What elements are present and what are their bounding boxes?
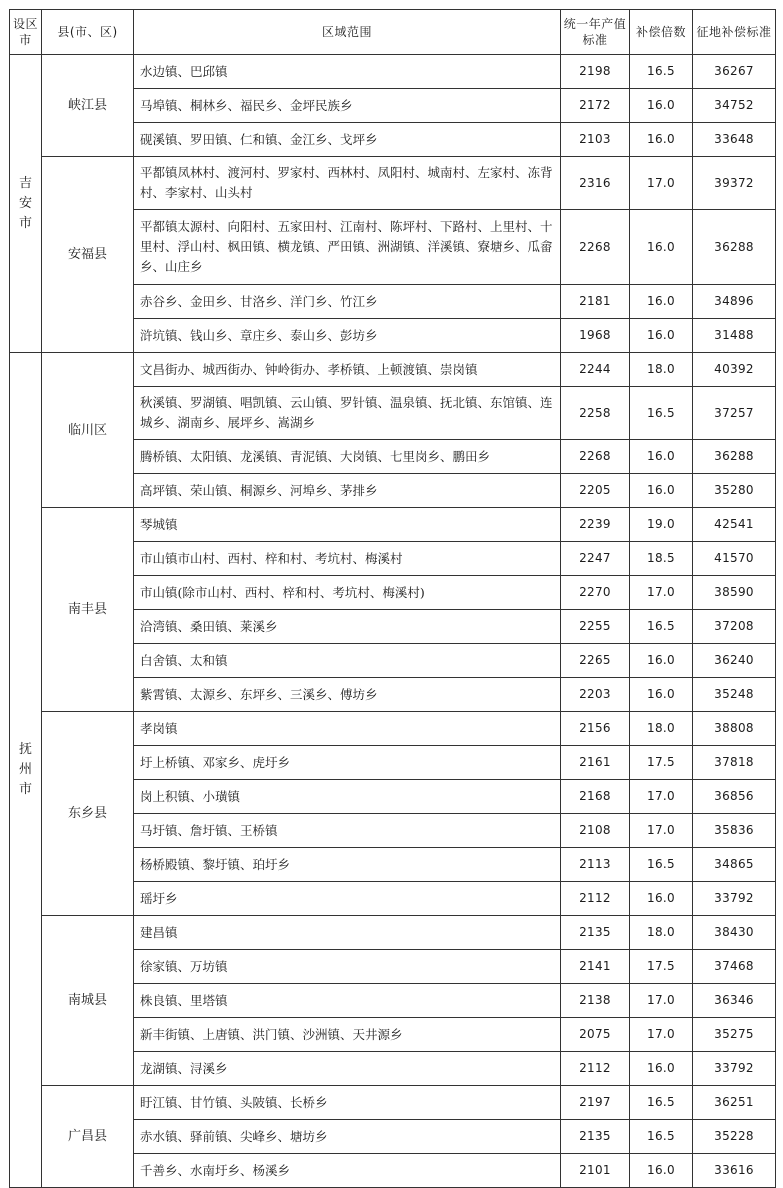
- compensation-multiple-cell: 17.0: [630, 780, 693, 814]
- annual-output-value-cell: 2135: [561, 916, 630, 950]
- region-cell: 文昌街办、城西街办、钟岭街办、孝桥镇、上顿渡镇、崇岗镇: [134, 353, 561, 387]
- compensation-standard-cell: 37468: [693, 950, 776, 984]
- compensation-multiple-cell: 18.5: [630, 542, 693, 576]
- compensation-standard-table-document: [9, 9, 775, 1188]
- region-cell: 杨桥殿镇、黎圩镇、珀圩乡: [134, 848, 561, 882]
- region-cell: 平都镇凤林村、渡河村、罗家村、西林村、凤阳村、城南村、左家村、冻背村、李家村、山头村: [134, 157, 561, 210]
- compensation-multiple-cell: 18.0: [630, 712, 693, 746]
- compensation-multiple-cell: 16.5: [630, 55, 693, 89]
- compensation-standard-cell: 33616: [693, 1154, 776, 1188]
- region-cell: 徐家镇、万坊镇: [134, 950, 561, 984]
- compensation-multiple-cell: 16.0: [630, 123, 693, 157]
- region-cell: 盱江镇、甘竹镇、头陂镇、长桥乡: [134, 1086, 561, 1120]
- region-cell: 浒坑镇、钱山乡、章庄乡、泰山乡、彭坊乡: [134, 319, 561, 353]
- annual-output-value-cell: 2203: [561, 678, 630, 712]
- header-region: 区域范围: [134, 10, 561, 55]
- region-cell: 龙湖镇、浔溪乡: [134, 1052, 561, 1086]
- header-compensation-standard: 征地补偿标准: [693, 10, 776, 55]
- annual-output-value-cell: 2268: [561, 210, 630, 285]
- compensation-standard-cell: 41570: [693, 542, 776, 576]
- annual-output-value-cell: 2255: [561, 610, 630, 644]
- compensation-standard-cell: 36856: [693, 780, 776, 814]
- region-cell: 市山镇市山村、西村、梓和村、考坑村、梅溪村: [134, 542, 561, 576]
- compensation-multiple-cell: 17.5: [630, 746, 693, 780]
- annual-output-value-cell: 1968: [561, 319, 630, 353]
- header-county: 县(市、区): [42, 10, 134, 55]
- table-row: [10, 157, 776, 210]
- table-row: [10, 508, 776, 542]
- compensation-standard-cell: 35228: [693, 1120, 776, 1154]
- compensation-multiple-cell: 16.0: [630, 1052, 693, 1086]
- header-city: 设区市: [10, 10, 42, 55]
- compensation-multiple-cell: 16.0: [630, 882, 693, 916]
- compensation-multiple-cell: 16.5: [630, 1086, 693, 1120]
- table-row: [10, 353, 776, 387]
- annual-output-value-cell: 2268: [561, 440, 630, 474]
- region-cell: 新丰街镇、上唐镇、洪门镇、沙洲镇、天井源乡: [134, 1018, 561, 1052]
- compensation-standard-cell: 36288: [693, 210, 776, 285]
- annual-output-value-cell: 2108: [561, 814, 630, 848]
- annual-output-value-cell: 2265: [561, 644, 630, 678]
- compensation-multiple-cell: 19.0: [630, 508, 693, 542]
- region-cell: 岗上积镇、小璜镇: [134, 780, 561, 814]
- annual-output-value-cell: 2181: [561, 285, 630, 319]
- region-cell: 紫霄镇、太源乡、东坪乡、三溪乡、傅坊乡: [134, 678, 561, 712]
- annual-output-value-cell: 2156: [561, 712, 630, 746]
- annual-output-value-cell: 2197: [561, 1086, 630, 1120]
- annual-output-value-cell: 2161: [561, 746, 630, 780]
- compensation-table: [9, 9, 776, 1188]
- county-name: 南城县: [42, 916, 134, 1086]
- compensation-standard-cell: 37818: [693, 746, 776, 780]
- compensation-standard-cell: 35248: [693, 678, 776, 712]
- annual-output-value-cell: 2258: [561, 387, 630, 440]
- compensation-multiple-cell: 16.5: [630, 387, 693, 440]
- annual-output-value-cell: 2075: [561, 1018, 630, 1052]
- compensation-multiple-cell: 18.0: [630, 353, 693, 387]
- region-cell: 马埠镇、桐林乡、福民乡、金坪民族乡: [134, 89, 561, 123]
- annual-output-value-cell: 2138: [561, 984, 630, 1018]
- region-cell: 秋溪镇、罗湖镇、唱凯镇、云山镇、罗针镇、温泉镇、抚北镇、东馆镇、连城乡、湖南乡、展坪乡、嵩湖乡: [134, 387, 561, 440]
- compensation-standard-cell: 42541: [693, 508, 776, 542]
- compensation-multiple-cell: 17.0: [630, 576, 693, 610]
- compensation-standard-cell: 35836: [693, 814, 776, 848]
- annual-output-value-cell: 2172: [561, 89, 630, 123]
- annual-output-value-cell: 2198: [561, 55, 630, 89]
- table-header-row: [10, 10, 776, 55]
- annual-output-value-cell: 2135: [561, 1120, 630, 1154]
- region-cell: 孝岗镇: [134, 712, 561, 746]
- compensation-standard-cell: 35275: [693, 1018, 776, 1052]
- annual-output-value-cell: 2270: [561, 576, 630, 610]
- header-compensation-multiple: 补偿倍数: [630, 10, 693, 55]
- compensation-multiple-cell: 16.0: [630, 319, 693, 353]
- county-name: 峡江县: [42, 55, 134, 157]
- region-cell: 瑶圩乡: [134, 882, 561, 916]
- compensation-multiple-cell: 17.0: [630, 1018, 693, 1052]
- annual-output-value-cell: 2205: [561, 474, 630, 508]
- compensation-standard-cell: 36240: [693, 644, 776, 678]
- compensation-standard-cell: 36346: [693, 984, 776, 1018]
- compensation-standard-cell: 36267: [693, 55, 776, 89]
- annual-output-value-cell: 2244: [561, 353, 630, 387]
- county-name: 临川区: [42, 353, 134, 508]
- annual-output-value-cell: 2101: [561, 1154, 630, 1188]
- compensation-multiple-cell: 16.5: [630, 848, 693, 882]
- city-cell: [10, 353, 42, 1188]
- county-name: 东乡县: [42, 712, 134, 916]
- compensation-multiple-cell: 17.0: [630, 157, 693, 210]
- compensation-standard-cell: 34865: [693, 848, 776, 882]
- compensation-standard-cell: 37257: [693, 387, 776, 440]
- compensation-multiple-cell: 16.0: [630, 644, 693, 678]
- city-name: 吉安市: [19, 175, 33, 231]
- annual-output-value-cell: 2113: [561, 848, 630, 882]
- region-cell: 马圩镇、詹圩镇、王桥镇: [134, 814, 561, 848]
- annual-output-value-cell: 2239: [561, 508, 630, 542]
- region-cell: 水边镇、巴邱镇: [134, 55, 561, 89]
- compensation-multiple-cell: 16.5: [630, 1120, 693, 1154]
- compensation-multiple-cell: 16.0: [630, 678, 693, 712]
- region-cell: 赤水镇、驿前镇、尖峰乡、塘坊乡: [134, 1120, 561, 1154]
- compensation-standard-cell: 33648: [693, 123, 776, 157]
- compensation-multiple-cell: 16.0: [630, 285, 693, 319]
- region-cell: 赤谷乡、金田乡、甘洛乡、洋门乡、竹江乡: [134, 285, 561, 319]
- table-body: [10, 55, 776, 1188]
- region-cell: 市山镇(除市山村、西村、梓和村、考坑村、梅溪村): [134, 576, 561, 610]
- region-cell: 洽湾镇、桑田镇、莱溪乡: [134, 610, 561, 644]
- region-cell: 圩上桥镇、邓家乡、虎圩乡: [134, 746, 561, 780]
- annual-output-value-cell: 2316: [561, 157, 630, 210]
- compensation-multiple-cell: 18.0: [630, 916, 693, 950]
- compensation-multiple-cell: 16.0: [630, 440, 693, 474]
- region-cell: 高坪镇、荣山镇、桐源乡、河埠乡、茅排乡: [134, 474, 561, 508]
- compensation-standard-cell: 38808: [693, 712, 776, 746]
- compensation-standard-cell: 34896: [693, 285, 776, 319]
- compensation-standard-cell: 33792: [693, 1052, 776, 1086]
- compensation-standard-cell: 37208: [693, 610, 776, 644]
- annual-output-value-cell: 2103: [561, 123, 630, 157]
- compensation-standard-cell: 34752: [693, 89, 776, 123]
- region-cell: 建昌镇: [134, 916, 561, 950]
- header-annual-output-value: 统一年产值标准: [561, 10, 630, 55]
- compensation-standard-cell: 31488: [693, 319, 776, 353]
- region-cell: 琴城镇: [134, 508, 561, 542]
- table-row: [10, 55, 776, 89]
- compensation-multiple-cell: 16.0: [630, 474, 693, 508]
- county-name: 广昌县: [42, 1086, 134, 1188]
- compensation-standard-cell: 36288: [693, 440, 776, 474]
- compensation-multiple-cell: 16.0: [630, 89, 693, 123]
- table-row: [10, 916, 776, 950]
- compensation-standard-cell: 39372: [693, 157, 776, 210]
- annual-output-value-cell: 2141: [561, 950, 630, 984]
- compensation-standard-cell: 38430: [693, 916, 776, 950]
- county-name: 安福县: [42, 157, 134, 353]
- compensation-standard-cell: 35280: [693, 474, 776, 508]
- region-cell: 株良镇、里塔镇: [134, 984, 561, 1018]
- annual-output-value-cell: 2112: [561, 1052, 630, 1086]
- compensation-standard-cell: 36251: [693, 1086, 776, 1120]
- compensation-multiple-cell: 16.5: [630, 610, 693, 644]
- region-cell: 白舍镇、太和镇: [134, 644, 561, 678]
- compensation-multiple-cell: 17.0: [630, 814, 693, 848]
- annual-output-value-cell: 2112: [561, 882, 630, 916]
- compensation-multiple-cell: 16.0: [630, 210, 693, 285]
- compensation-multiple-cell: 17.5: [630, 950, 693, 984]
- compensation-multiple-cell: 17.0: [630, 984, 693, 1018]
- annual-output-value-cell: 2168: [561, 780, 630, 814]
- compensation-standard-cell: 40392: [693, 353, 776, 387]
- compensation-standard-cell: 38590: [693, 576, 776, 610]
- region-cell: 千善乡、水南圩乡、杨溪乡: [134, 1154, 561, 1188]
- region-cell: 砚溪镇、罗田镇、仁和镇、金江乡、戈坪乡: [134, 123, 561, 157]
- region-cell: 腾桥镇、太阳镇、龙溪镇、青泥镇、大岗镇、七里岗乡、鹏田乡: [134, 440, 561, 474]
- city-cell: [10, 55, 42, 353]
- table-row: [10, 712, 776, 746]
- compensation-multiple-cell: 16.0: [630, 1154, 693, 1188]
- compensation-standard-cell: 33792: [693, 882, 776, 916]
- table-row: [10, 1086, 776, 1120]
- city-name: 抚州市: [19, 742, 33, 797]
- county-name: 南丰县: [42, 508, 134, 712]
- annual-output-value-cell: 2247: [561, 542, 630, 576]
- region-cell: 平都镇太源村、向阳村、五家田村、江南村、陈坪村、下路村、上里村、十里村、浮山村、枫田镇、横龙镇、严田镇、洲湖镇、洋溪镇、寮塘乡、瓜畲乡、山庄乡: [134, 210, 561, 285]
